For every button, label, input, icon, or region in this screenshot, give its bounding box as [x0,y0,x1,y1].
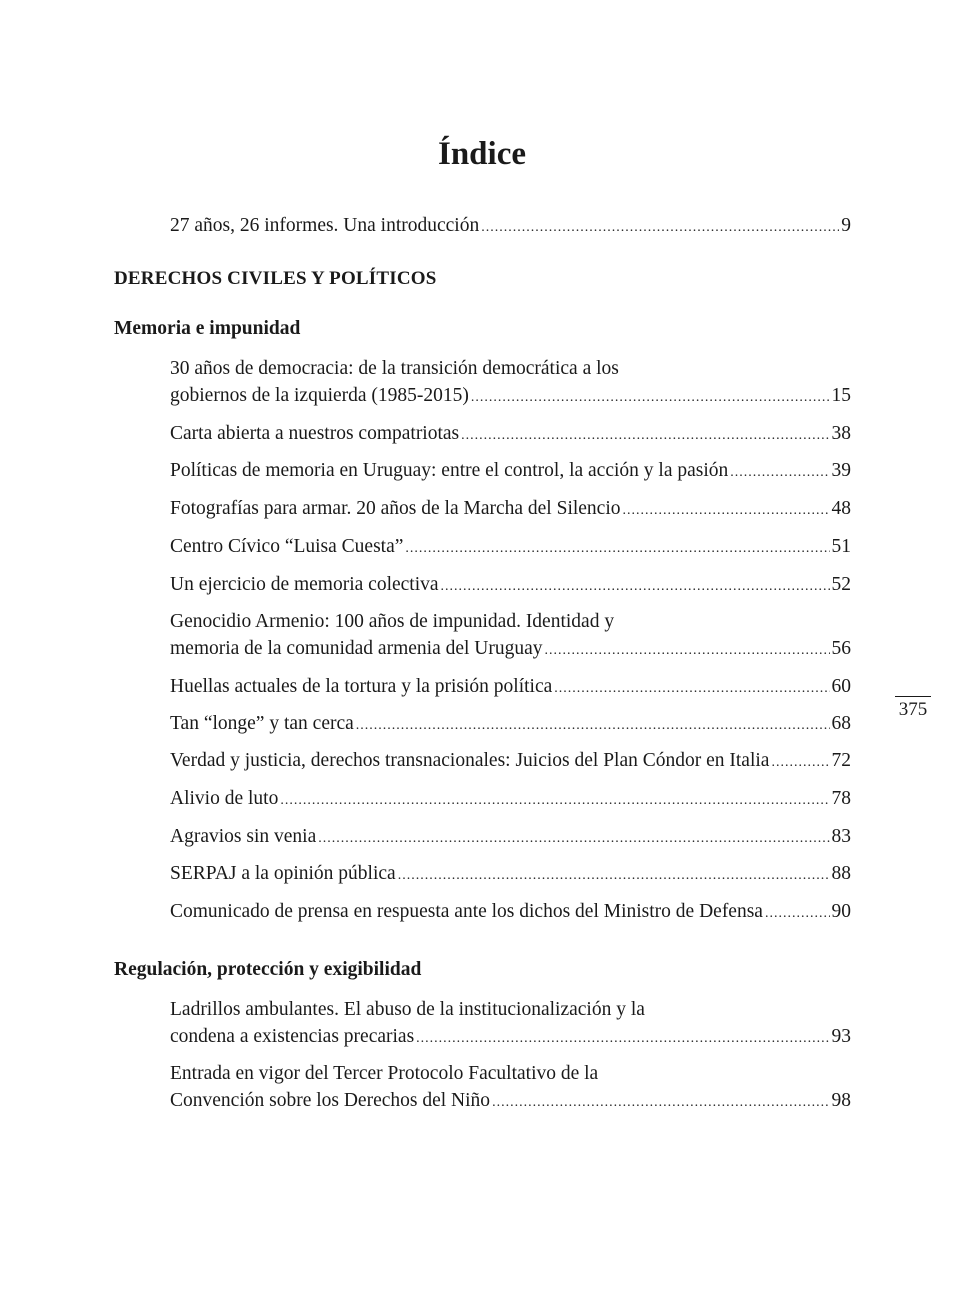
toc-entry[interactable] [170,673,851,702]
entry-title-line1: Ladrillos ambulantes. El abuso de la institucionalización y la [170,999,645,1020]
entry-title: Un ejercicio de memoria colectiva [170,574,439,595]
entry-title: Carta abierta a nuestros compatriotas [170,423,460,444]
subsection-heading: Regulación, protección y exigibilidad [114,959,422,980]
entry-page-number: 83 [831,826,851,847]
toc-entry[interactable] [170,823,851,852]
entry-page-number: 38 [831,423,851,444]
toc-entry[interactable] [170,1060,851,1116]
entry-page-number: 39 [831,460,851,481]
entry-page-number: 56 [831,638,851,659]
dot-leader [405,535,829,562]
dot-leader [492,1089,829,1116]
toc-entry[interactable] [170,457,851,486]
entry-title: Huellas actuales de la tortura y la prisión política [170,676,553,697]
entry-title: Agravios sin venia [170,826,317,847]
toc-entry[interactable] [170,860,851,889]
entry-title: Alivio de luto [170,788,279,809]
dot-leader [765,900,830,927]
subsection-heading: Memoria e impunidad [114,318,301,339]
entry-title: memoria de la comunidad armenia del Uruguay [170,638,543,659]
entry-title: Políticas de memoria en Uruguay: entre el control, la acción y la pasión [170,460,729,481]
entry-title: Verdad y justicia, derechos transnacionales: Juicios del Plan Cóndor en Italia [170,750,770,771]
page-title: Índice [437,136,526,172]
page-number: 375 [895,696,931,721]
entry-title: condena a existencias precarias [170,1026,415,1047]
toc-entry-introduction[interactable] [170,212,851,241]
entry-page-number: 98 [831,1090,851,1111]
dot-leader [398,862,830,889]
toc-entry[interactable] [170,533,851,562]
entry-title-line1: 30 años de democracia: de la transición democrática a los [170,358,619,379]
entry-title: gobiernos de la izquierda (1985-2015) [170,385,469,406]
entry-title: 27 años, 26 informes. Una introducción [170,215,480,236]
dot-leader [280,787,829,814]
entry-title: Centro Cívico “Luisa Cuesta” [170,536,404,557]
toc-entry[interactable] [170,355,851,411]
entry-page-number: 88 [831,863,851,884]
toc-entry[interactable] [170,996,851,1052]
entry-page-number: 93 [831,1026,851,1047]
entry-title: SERPAJ a la opinión pública [170,863,396,884]
entry-title-line1: Entrada en vigor del Tercer Protocolo Facultativo de la [170,1063,599,1084]
toc-entry[interactable] [170,898,851,927]
entry-title: Fotografías para armar. 20 años de la Marcha del Silencio [170,498,621,519]
entry-page-number: 51 [831,536,851,557]
dot-leader [356,712,830,739]
toc-entry[interactable] [170,420,851,449]
entry-title: Convención sobre los Derechos del Niño [170,1090,491,1111]
entry-page-number: 15 [831,385,851,406]
toc-entry[interactable] [170,710,851,739]
dot-leader [623,497,830,524]
entry-page-number: 52 [831,574,851,595]
toc-entry[interactable] [170,608,851,664]
entry-page-number: 78 [831,788,851,809]
entry-title-line1: Genocidio Armenio: 100 años de impunidad. Identidad y [170,611,615,632]
entry-page-number: 90 [831,901,851,922]
dot-leader [416,1025,829,1052]
entry-page-number: 48 [831,498,851,519]
dot-leader [471,384,830,411]
dot-leader [545,637,830,664]
section-heading: DERECHOS CIVILES Y POLÍTICOS [114,268,437,289]
dot-leader [481,214,839,241]
toc-entry[interactable] [170,495,851,524]
dot-leader [318,825,829,852]
entry-title: Comunicado de prensa en respuesta ante los dichos del Ministro de Defensa [170,901,763,922]
dot-leader [554,675,829,702]
dot-leader [441,573,830,600]
entry-page-number: 68 [831,713,851,734]
entry-page-number: 9 [841,215,851,236]
entry-page-number: 60 [831,676,851,697]
toc-entry[interactable] [170,785,851,814]
dot-leader [461,422,829,449]
toc-entry[interactable] [170,747,851,776]
entry-page-number: 72 [831,750,851,771]
toc-entry[interactable] [170,571,851,600]
entry-title: Tan “longe” y tan cerca [170,713,354,734]
dot-leader [730,459,829,486]
dot-leader [771,749,829,776]
